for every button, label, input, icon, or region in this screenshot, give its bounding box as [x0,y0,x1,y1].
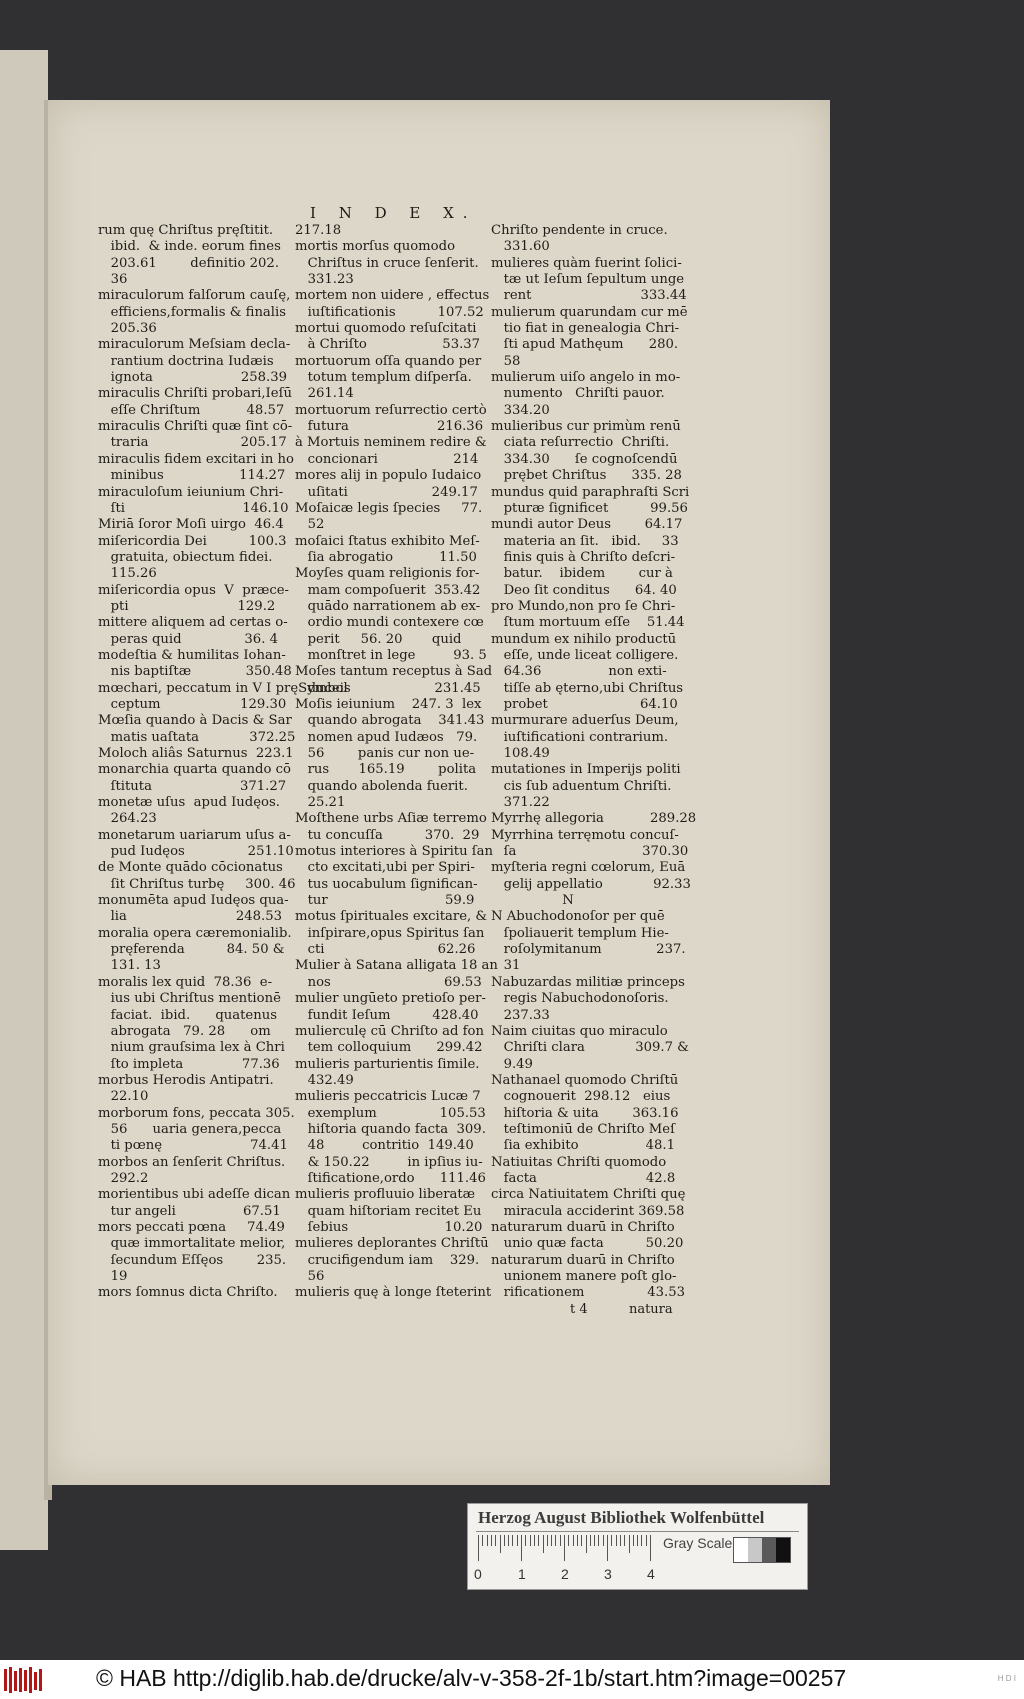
ruler-number-4: 4 [647,1566,655,1582]
swatch-white [734,1538,748,1562]
ruler-number-2: 2 [561,1566,569,1582]
ruler-tick [611,1535,612,1546]
ruler-tick [641,1535,642,1546]
ruler-tick [482,1535,483,1546]
ruler-tick [555,1535,556,1546]
catchword: t 4 natura [570,1302,673,1317]
ruler-tick [586,1535,587,1553]
ruler-tick [616,1535,617,1546]
ruler-tick [581,1535,582,1546]
ruler-tick [624,1535,625,1546]
ruler-tick [500,1535,501,1553]
ruler-tick [564,1535,565,1561]
card-divider [476,1531,799,1532]
ruler-tick [508,1535,509,1546]
ruler-tick [530,1535,531,1546]
ruler-tick [633,1535,634,1546]
ruler-tick [637,1535,638,1546]
index-column-3: Chriſto pendente in cruce. 331.60 mulieres quàm fuerint ſolici- tæ ut Ieſum ſepultum unge rent 333.44 mulierum quarundam cur mē tio fiat in genealogia Chri- ſti apud Mathęum 280. 58 mulierum uiſo angelo in mo- numento Chriſti pauor. 334.20 mulieribus cur primùm renū ciata reſurrectio Chriſti. 334.30 ſe cognoſcendū prębet Chriſtus 335. 28 mundus quid paraphraſti Scri pturæ ſignificet 99.56 mundi autor Deus 64.17 materia an ſit. ibid. 33 finis quis à Chriſto deſcri- batur. ibidem cur à Deo ſit conditus 64. 40 pro Mundo,non pro ſe Chri- ſtum mortuum eſſe 51.44 mundum ex nihilo productū eſſe, unde liceat colligere. 64.36 non exti- tiſſe ab ęterno,ubi Chriſtus probet 64.10 murmurare aduerſus Deum, iuſtificationi contrarium. 108.49 mutationes in Imperijs politi cis ſub aduentum Chriſti. 371.22 Myrrhę allegoria 289.28 Myrrhina terręmotu concuſ- ſa 370.30 myſteria regni cœlorum, Euā gelij appellatio 92.33 N N Abuchodonoſor per quē ſpoliauerit templum Hie- roſolymitanum 237. 31 Nabuzardas militiæ princeps regis Nabuchodonoſoris. 237.33 Naim ciuitas quo miraculo Chriſti clara 309.7 & 9.49 Nathanael quomodo Chriſtū cognouerit 298.12 eius hiſtoria & uita 363.16 teſtimoniū de Chriſto Meſ ſia exhibito 48.1 Natiuitas Chriſti quomodo facta 42.8 circa Natiuitatem Chriſti quę miracula acciderint 369.58 naturarum duarū in Chriſto unio quæ facta 50.20 naturarum duarū in Chriſto unionem manere poſt glo- rificationem 43.53 [491,223,697,1301]
ruler-tick [534,1535,535,1546]
ruler-tick [538,1535,539,1546]
ruler-tick [517,1535,518,1546]
ruler-tick [478,1535,479,1561]
hab-logo-icon [4,1667,44,1693]
footer-bar [0,1660,1024,1699]
ruler-tick [620,1535,621,1546]
ruler-tick [598,1535,599,1546]
ruler-tick [504,1535,505,1546]
ruler-tick [487,1535,488,1546]
footer-url: © HAB http://diglib.hab.de/drucke/alv-v-358-2f-1b/start.htm?image=00257 [96,1665,847,1691]
gray-scale-swatches [733,1537,791,1563]
card-title: Herzog August Bibliothek Wolfenbüttel [478,1508,765,1527]
ruler-tick [560,1535,561,1546]
ruler-tick [551,1535,552,1546]
swatch-black [776,1538,790,1562]
gray-scale-card [467,1503,808,1590]
swatch-dark-gray [762,1538,776,1562]
ruler-tick [646,1535,647,1546]
ruler-tick [650,1535,651,1561]
ruler-number-1: 1 [518,1566,526,1582]
ruler-number-3: 3 [604,1566,612,1582]
page-header: I N D E X. [310,204,477,222]
swatch-light-gray [748,1538,762,1562]
ruler-tick [590,1535,591,1546]
ruler-tick [547,1535,548,1546]
ruler-tick [594,1535,595,1546]
left-page-edge [0,50,48,1550]
ruler-tick [543,1535,544,1553]
ruler-tick [607,1535,608,1561]
ruler-tick [525,1535,526,1546]
ruler-tick [577,1535,578,1546]
footer-mark: H D I [997,1674,1016,1683]
ruler-tick [603,1535,604,1546]
ruler-tick [512,1535,513,1546]
ruler-tick [568,1535,569,1546]
ruler-scale [478,1535,658,1565]
ruler-tick [573,1535,574,1546]
ruler-number-0: 0 [474,1566,482,1582]
ruler-tick [521,1535,522,1561]
gray-scale-label: Gray Scale [663,1535,733,1551]
ruler-tick [495,1535,496,1546]
ruler-tick [629,1535,630,1553]
index-column-1: rum quę Chriſtus pręſtitit. ibid. & inde. eorum fines 203.61 definitio 202. 36 miraculorum falſorum cauſę, efficiens,formalis & finalis 205.36 miraculorum Meſsiam decla- rantium doctrina Iudæis ignota 258.39 miraculis Chriſti probari,Ieſū eſſe Chriſtum 48.57 miraculis Chriſti quæ ſint cō- traria 205.17 miraculis fidem excitari in ho minibus 114.27 miraculoſum ieiunium Chri- ſti 146.10 Miriā ſoror Moſi uirgo 46.4 miſericordia Dei 100.3 gratuita, obiectum fidei. 115.26 miſericordia opus V præce- pti 129.2 mittere aliquem ad certas o- peras quid 36. 4 modeſtia & humilitas Iohan- nis baptiſtæ 350.48 mœchari, peccatum in V I pręSymbol ceptum 129.30 Mœſia quando à Dacis & Sar matis uaſtata 372.25 Moloch aliâs Saturnus 223.1 monarchia quarta quando cō ſtituta 371.27 monetæ uſus apud Iudęos. 264.23 monetarum uariarum uſus a- pud Iudęos 251.10 de Monte quādo cōcionatus ſit Chriſtus turbę 300. 46 monumēta apud Iudęos qua- lia 248.53 moralia opera cæremonialib. pręferenda 84. 50 & 131. 13 moralis lex quid 78.36 e- ius ubi Chriſtus mentionē faciat. ibid. quatenus abrogata 79. 28 om nium grauſsima lex à Chri ſto impleta 77.36 morbus Herodis Antipatri. 22.10 morborum fons, peccata 305. 56 uaria genera,pecca ti pœnę 74.41 morbos an ſenſerit Chriſtus. 292.2 morientibus ubi adeſſe dican tur angeli 67.51 mors peccati pœna 74.49 quæ immortalitate melior, ſecundum Eſſęos 235. 19 mors ſomnus dicta Chriſto. [98,223,348,1301]
ruler-tick [491,1535,492,1546]
index-column-2: 217.18 mortis morſus quomodo Chriſtus in cruce ſenſerit. 331.23 mortem non uidere , effectus iuſtificationis 107.52 mortui quomodo reſuſcitati à Chriſto 53.37 mortuorum oſſa quando per totum templum diſperſa. 261.14 mortuorum reſurrectio certò futura 216.36 à Mortuis neminem redire & concionari 214 mores alij in populo Iudaico uſitati 249.17 Moſaicæ legis ſpecies 77. 52 moſaici ſtatus exhibito Meſ- ſia abrogatio 11.50 Moyſes quam religionis for- mam compoſuerit 353.42 quādo narrationem ab ex- ordio mundi contexere cœ perit 56. 20 quid monſtret in lege 93. 5 Moſes tantum receptus à Sad duceis 231.45 Moſis ieiunium 247. 3 lex quando abrogata 341.43 nomen apud Iudæos 79. 56 panis cur non ue- rus 165.19 polita quando abolenda fuerit. 25.21 Moſthene urbs Aſiæ terremo tu concuſſa 370. 29 motus interiores à Spiritu ſan cto excitati,ubi per Spiri- tus uocabulum ſignifican- tur 59.9 motus ſpirituales excitare, & inſpirare,opus Spiritus ſan cti 62.26 Mulier à Satana alligata 18 an nos 69.53 mulier ungūeto pretioſo per- fundit Ieſum 428.40 mulierculę cū Chriſto ad fon tem colloquium 299.42 mulieris parturientis ſimile. 432.49 mulieris peccatricis Lucæ 7 exemplum 105.53 hiſtoria quando facta 309. 48 contritio 149.40 & 150.22 in ipſius iu- ſtificatione,ordo 111.46 mulieris profluuio liberatæ quam hiſtoriam recitet Eu ſebius 10.20 mulieres deplorantes Chriſtū crucifigendum iam 329. 56 mulieris quę à longe ſteterint [295,223,498,1301]
